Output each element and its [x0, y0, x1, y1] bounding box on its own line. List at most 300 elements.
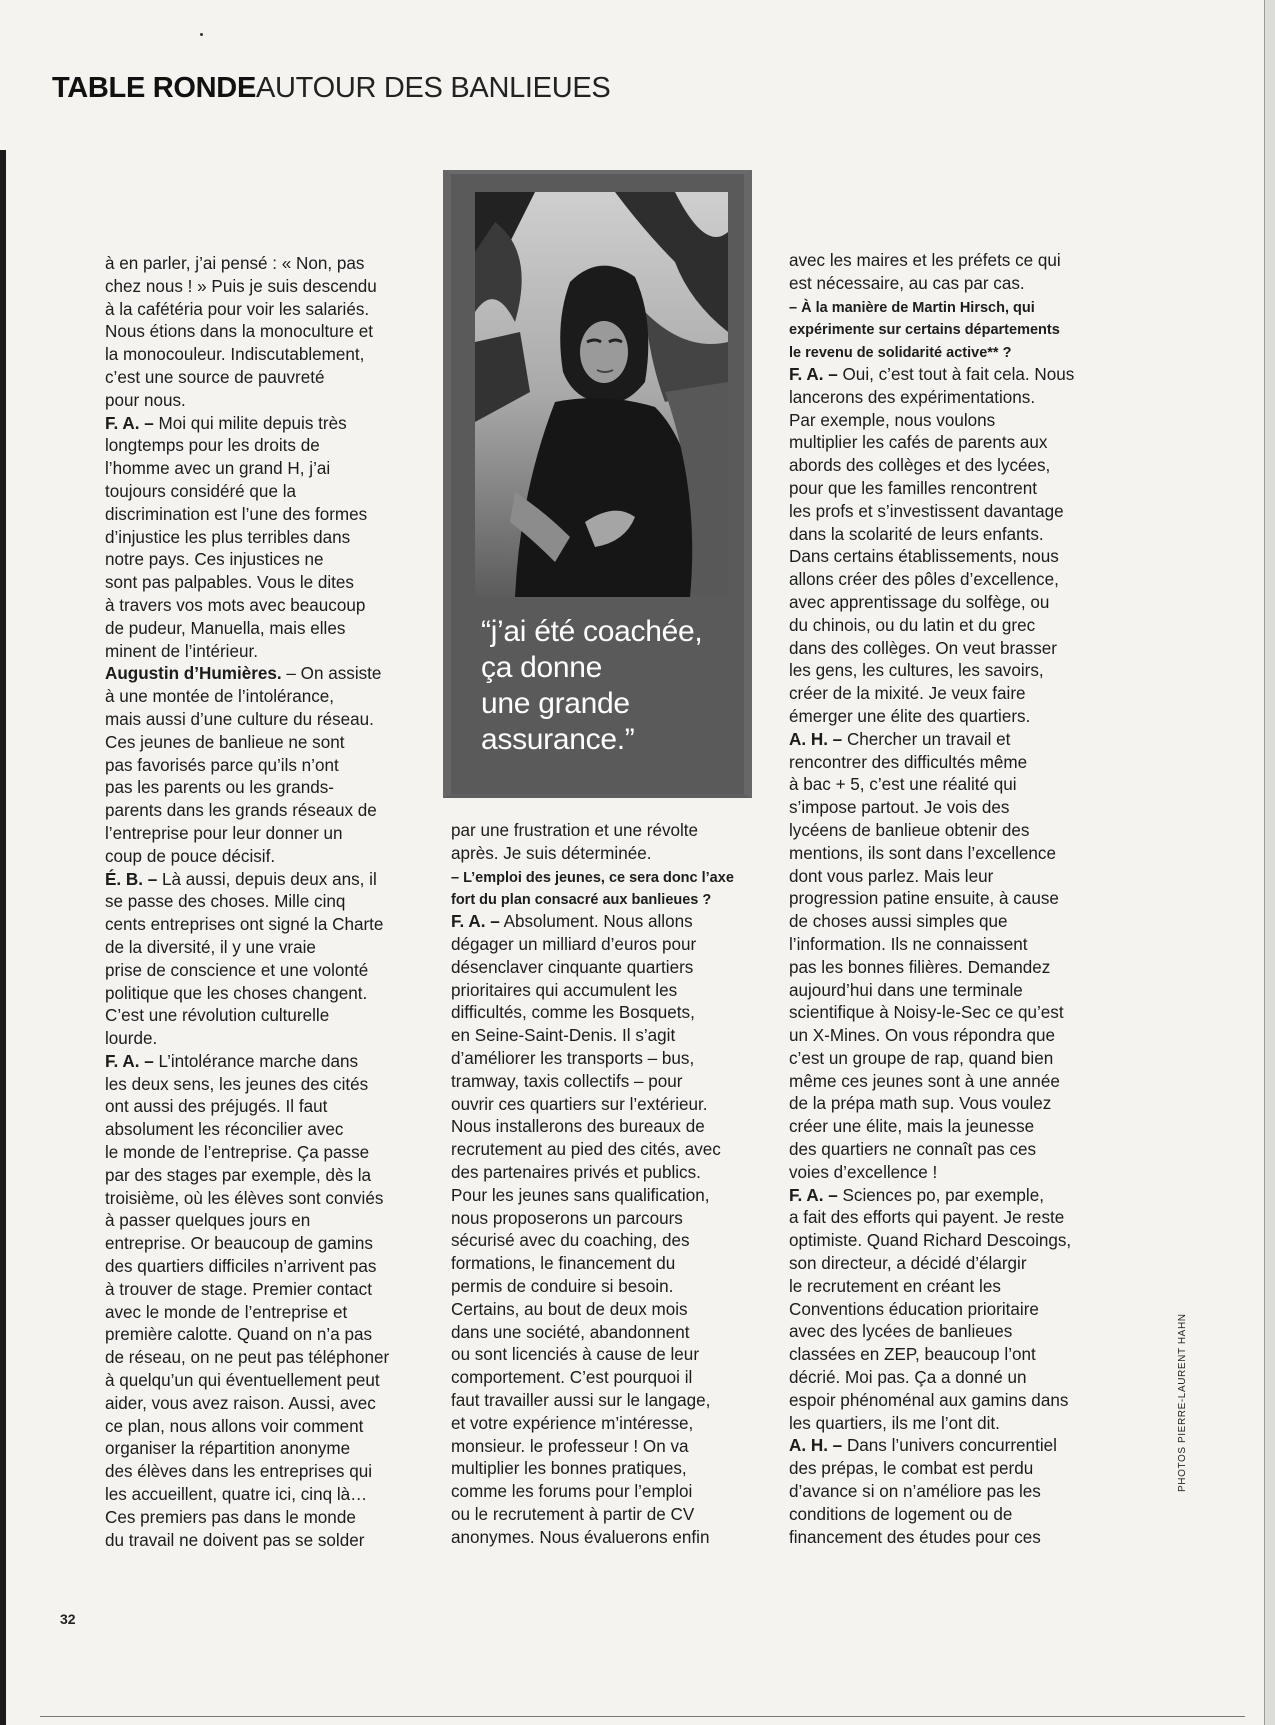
text-line — [789, 1002, 1089, 1025]
text-line — [105, 1051, 405, 1074]
text-line — [789, 934, 1089, 957]
body-text: ont aussi des préjugés. Il faut — [105, 1097, 328, 1117]
body-text: même ces jeunes sont à une année — [789, 1071, 1060, 1091]
text-line — [105, 527, 405, 550]
text-line — [105, 869, 405, 892]
text-line — [789, 501, 1089, 524]
body-text: des prépas, le combat est perdu — [789, 1459, 1034, 1479]
page-edge — [1265, 0, 1275, 1725]
body-text: progression patine ensuite, à cause — [789, 889, 1059, 909]
text-line — [789, 729, 1089, 752]
text-line — [789, 615, 1089, 638]
page-number: 32 — [60, 1611, 76, 1627]
text-line — [105, 1347, 405, 1370]
text-line — [789, 1527, 1089, 1550]
body-text: des quartiers difficiles n’arrivent pas — [105, 1257, 377, 1277]
text-line — [451, 1322, 761, 1345]
body-text: Certains, au bout de deux mois — [451, 1299, 688, 1319]
text-line — [105, 595, 405, 618]
body-text: ou sont licenciés à cause de leur — [451, 1345, 700, 1365]
body-text: avec apprentissage du solfège, ou — [789, 592, 1050, 612]
body-text: multiplier les cafés de parents aux — [789, 433, 1048, 453]
text-line — [105, 1096, 405, 1119]
text-line — [105, 549, 405, 572]
text-line — [105, 344, 405, 367]
body-text: aujourd’hui dans une terminale — [789, 980, 1023, 1000]
text-line — [789, 432, 1089, 455]
body-text: avec des lycées de banlieues — [789, 1322, 1013, 1342]
body-text: d’injustice les plus terribles dans — [105, 527, 351, 547]
text-line — [451, 1230, 761, 1253]
article-column-3 — [789, 250, 1089, 1549]
body-text: par des stages par exemple, dès la — [105, 1165, 372, 1185]
text-line — [451, 888, 761, 911]
body-text: difficultés, comme les Bosquets, — [451, 1003, 695, 1023]
text-line — [105, 1370, 405, 1393]
text-line — [105, 1461, 405, 1484]
body-text: pas les bonnes filières. Demandez — [789, 957, 1051, 977]
body-text: optimiste. Quand Richard Descoings, — [789, 1231, 1072, 1251]
body-text: Nous étions dans la monoculture et — [105, 322, 373, 342]
text-line — [789, 888, 1089, 911]
text-line — [105, 1256, 405, 1279]
body-text: le monde de l’entreprise. Ça passe — [105, 1143, 370, 1163]
section-title: TABLE RONDE — [52, 72, 256, 104]
text-line — [789, 1093, 1089, 1116]
body-text: après. Je suis déterminée. — [451, 843, 652, 863]
text-line — [451, 980, 761, 1003]
body-text: formations, le financement du — [451, 1254, 676, 1274]
interviewer-question: – À la manière de Martin Hirsch, qui — [789, 299, 1035, 316]
body-text: le recrutement en créant les — [789, 1276, 1001, 1296]
text-line — [105, 1302, 405, 1325]
text-line — [105, 413, 405, 436]
speaker-label: F. A. – — [789, 1185, 838, 1205]
body-text: s’impose partout. Je vois des — [789, 798, 1010, 818]
body-text: pas favorisés parce qu’ils n’ont — [105, 755, 339, 775]
body-text: monsieur. le professeur ! On va — [451, 1436, 689, 1456]
body-text: conditions de logement ou de — [789, 1504, 1013, 1524]
text-line — [789, 569, 1089, 592]
text-line — [451, 1344, 761, 1367]
text-line — [789, 706, 1089, 729]
body-text: première calotte. Quand on n’a pas — [105, 1325, 373, 1345]
text-line — [105, 299, 405, 322]
body-text: sont pas palpables. Vous le dites — [105, 573, 354, 593]
body-text: Là aussi, depuis deux ans, il — [157, 869, 377, 889]
text-line — [451, 1048, 761, 1071]
text-line — [105, 686, 405, 709]
body-text: anonymes. Nous évaluerons enfin — [451, 1527, 710, 1547]
body-text: de la prépa math sup. Vous voulez — [789, 1094, 1052, 1114]
text-line — [789, 387, 1089, 410]
text-line — [105, 823, 405, 846]
text-line — [789, 455, 1089, 478]
speaker-label: F. A. – — [105, 413, 154, 433]
text-line — [451, 1504, 761, 1527]
text-line — [789, 364, 1089, 387]
interviewer-question: – L’emploi des jeunes, ce sera donc l’axe — [451, 869, 734, 886]
text-line — [105, 891, 405, 914]
text-line — [451, 1276, 761, 1299]
portrait-photo-illustration — [475, 192, 728, 597]
body-text: abords des collèges et des lycées, — [789, 456, 1051, 476]
page-edge — [0, 150, 6, 1725]
text-line — [105, 572, 405, 595]
body-text: sécurisé avec du coaching, des — [451, 1231, 690, 1251]
body-text: – On assiste — [281, 664, 382, 684]
text-line — [105, 1484, 405, 1507]
text-line — [789, 957, 1089, 980]
text-line — [105, 1119, 405, 1142]
text-line — [451, 1527, 761, 1550]
text-line — [789, 843, 1089, 866]
body-text: tramway, taxis collectifs – pour — [451, 1071, 683, 1091]
text-line — [105, 367, 405, 390]
text-line — [451, 1458, 761, 1481]
text-line — [105, 914, 405, 937]
text-line — [105, 481, 405, 504]
body-text: son directeur, a décidé d’élargir — [789, 1254, 1027, 1274]
text-line — [789, 1139, 1089, 1162]
text-line — [789, 752, 1089, 775]
text-line — [451, 1071, 761, 1094]
body-text: Pour les jeunes sans qualification, — [451, 1185, 710, 1205]
text-line — [451, 934, 761, 957]
body-text: aider, vous avez raison. Aussi, avec — [105, 1393, 376, 1413]
body-text: financement des études pour ces — [789, 1527, 1041, 1547]
text-line — [451, 1436, 761, 1459]
photo-panel — [443, 170, 752, 798]
body-text: parents dans les grands réseaux de — [105, 801, 377, 821]
text-line — [789, 660, 1089, 683]
text-line — [789, 524, 1089, 547]
body-text: ou le recrutement à partir de CV — [451, 1504, 695, 1524]
body-text: l’entreprise pour leur donner un — [105, 823, 343, 843]
body-text: entreprise. Or beaucoup de gamins — [105, 1234, 373, 1254]
text-line — [105, 663, 405, 686]
text-line — [105, 390, 405, 413]
body-text: troisième, où les élèves sont conviés — [105, 1188, 384, 1208]
text-line — [789, 546, 1089, 569]
text-line — [789, 1344, 1089, 1367]
text-line — [789, 1413, 1089, 1436]
body-text: comportement. C’est pourquoi il — [451, 1368, 693, 1388]
article-column-1 — [105, 253, 405, 1552]
body-text: Sciences po, par exemple, — [837, 1185, 1044, 1205]
body-text: est nécessaire, au cas par cas. — [789, 273, 1025, 293]
body-text: à travers vos mots avec beaucoup — [105, 595, 366, 615]
text-line — [451, 1116, 761, 1139]
body-text: émerger une élite des quartiers. — [789, 706, 1031, 726]
text-line — [105, 1507, 405, 1530]
body-text: de choses aussi simples que — [789, 912, 1008, 932]
body-text: discrimination est l’une des formes — [105, 504, 368, 524]
speaker-label: F. A. – — [789, 364, 838, 384]
text-line — [451, 866, 761, 889]
pull-quote-line: assurance.” — [481, 723, 635, 756]
body-text: à trouver de stage. Premier contact — [105, 1279, 372, 1299]
pull-quote-line: ça donne — [481, 651, 603, 684]
body-text: mentions, ils sont dans l’excellence — [789, 843, 1056, 863]
text-line — [105, 1142, 405, 1165]
body-text: allons créer des pôles d’excellence, — [789, 570, 1059, 590]
text-line — [789, 1321, 1089, 1344]
body-text: Ces jeunes de banlieue ne sont — [105, 732, 345, 752]
text-line — [105, 276, 405, 299]
body-text: avec les maires et les préfets ce qui — [789, 251, 1061, 270]
body-text: espoir phénoménal aux gamins dans — [789, 1390, 1069, 1410]
text-line — [451, 1094, 761, 1117]
body-text: lycéens de banlieue obtenir des — [789, 820, 1030, 840]
body-text: mais aussi d’une culture du réseau. — [105, 709, 374, 729]
body-text: avec le monde de l’entreprise et — [105, 1302, 348, 1322]
portrait-photo — [475, 192, 728, 597]
body-text: organiser la répartition anonyme — [105, 1439, 351, 1459]
body-text: Nous installerons des bureaux de — [451, 1117, 705, 1137]
body-text: scientifique à Noisy-le-Sec ce qu’est — [789, 1003, 1064, 1023]
pull-quote-line: une grande — [481, 687, 630, 720]
text-line — [105, 253, 405, 276]
body-text: c’est une source de pauvreté — [105, 367, 325, 387]
text-line — [105, 800, 405, 823]
text-line — [789, 1185, 1089, 1208]
body-text: les accueillent, quatre ici, cinq là… — [105, 1485, 368, 1505]
speck — [200, 33, 203, 36]
speaker-label: É. B. – — [105, 869, 158, 889]
text-line — [789, 341, 1089, 364]
body-text: et votre expérience m’intéresse, — [451, 1413, 694, 1433]
body-text: les deux sens, les jeunes des cités — [105, 1074, 369, 1094]
text-line — [789, 1071, 1089, 1094]
body-text: lancerons des expérimentations. — [789, 387, 1036, 407]
text-line — [789, 1390, 1089, 1413]
body-text: un X-Mines. On vous répondra que — [789, 1026, 1056, 1046]
page-bottom-rule — [40, 1716, 1245, 1717]
speaker-label: Augustin d’Humières. — [105, 664, 282, 684]
article-column-2 — [451, 820, 761, 1550]
text-line — [451, 1367, 761, 1390]
body-text: pour nous. — [105, 390, 186, 410]
body-text: toujours considéré que la — [105, 481, 297, 501]
text-line — [789, 1048, 1089, 1071]
speaker-label: A. H. – — [789, 729, 843, 749]
text-line — [105, 755, 405, 778]
text-line — [451, 1390, 761, 1413]
body-text: des quartiers ne connaît pas ces — [789, 1140, 1037, 1160]
body-text: recrutement au pied des cités, avec — [451, 1140, 721, 1160]
body-text: des partenaires privés et publics. — [451, 1162, 701, 1182]
body-text: politique que les choses changent. — [105, 983, 368, 1003]
text-line — [105, 1530, 405, 1553]
body-text: dont vous parlez. Mais leur — [789, 866, 994, 886]
body-text: Dans l’univers concurrentiel — [842, 1436, 1057, 1456]
body-text: Chercher un travail et — [842, 729, 1011, 749]
text-line — [789, 820, 1089, 843]
body-text: d’avance si on n’améliore pas les — [789, 1482, 1041, 1502]
body-text: de réseau, on ne peut pas téléphoner — [105, 1348, 390, 1368]
text-line — [105, 960, 405, 983]
body-text: décrié. Moi pas. Ça a donné un — [789, 1368, 1027, 1388]
speaker-label: A. H. – — [789, 1436, 843, 1456]
text-line — [789, 296, 1089, 319]
text-line — [789, 1435, 1089, 1458]
text-line — [789, 1367, 1089, 1390]
text-line — [105, 1393, 405, 1416]
text-line — [789, 1116, 1089, 1139]
text-line — [451, 1299, 761, 1322]
body-text: dans des collèges. On veut brasser — [789, 638, 1057, 658]
photo-credit: PHOTOS PIERRE-LAURENT HAHN — [1177, 1313, 1188, 1492]
body-text: Moi qui milite depuis très — [153, 413, 347, 433]
text-line — [105, 1188, 405, 1211]
body-text: c’est un groupe de rap, quand bien — [789, 1048, 1054, 1068]
body-text: lourde. — [105, 1029, 158, 1049]
text-line — [789, 911, 1089, 934]
section-header — [52, 72, 610, 105]
text-line — [105, 777, 405, 800]
text-line — [789, 250, 1089, 273]
text-line — [105, 458, 405, 481]
text-line — [105, 1233, 405, 1256]
text-line — [105, 321, 405, 344]
speaker-label: F. A. – — [451, 912, 500, 932]
body-text: du chinois, ou du latin et du grec — [789, 615, 1036, 635]
body-text: les gens, les cultures, les savoirs, — [789, 661, 1044, 681]
body-text: de pudeur, Manuella, mais elles — [105, 618, 346, 638]
text-line — [789, 1299, 1089, 1322]
body-text: à une montée de l’intolérance, — [105, 687, 335, 707]
text-line — [789, 797, 1089, 820]
body-text: longtemps pour les droits de — [105, 436, 320, 456]
body-text: rencontrer des difficultés même — [789, 752, 1028, 772]
body-text: créer une élite, mais la jeunesse — [789, 1117, 1035, 1137]
text-line — [451, 1139, 761, 1162]
body-text: Oui, c’est tout à fait cela. Nous — [837, 364, 1075, 384]
body-text: en Seine-Saint-Denis. Il s’agit — [451, 1026, 676, 1046]
body-text: prioritaires qui accumulent les — [451, 980, 678, 1000]
body-text: l’homme avec un grand H, j’ai — [105, 459, 331, 479]
body-text: chez nous ! » Puis je suis descendu — [105, 276, 377, 296]
text-line — [789, 638, 1089, 661]
body-text: dégager un milliard d’euros pour — [451, 934, 697, 954]
body-text: dans une société, abandonnent — [451, 1322, 690, 1342]
text-line — [105, 1210, 405, 1233]
body-text: minent de l’intérieur. — [105, 641, 258, 661]
text-line — [789, 592, 1089, 615]
body-text: cents entreprises ont signé la Charte — [105, 915, 384, 935]
body-text: nous proposerons un parcours — [451, 1208, 683, 1228]
body-text: Ces premiers pas dans le monde — [105, 1507, 356, 1527]
body-text: Conventions éducation prioritaire — [789, 1299, 1039, 1319]
text-line — [105, 1324, 405, 1347]
body-text: les quartiers, ils me l’ont dit. — [789, 1413, 1000, 1433]
text-line — [789, 1253, 1089, 1276]
body-text: à la cafétéria pour voir les salariés. — [105, 299, 370, 319]
text-line — [451, 843, 761, 866]
body-text: coup de pouce décisif. — [105, 846, 276, 866]
speaker-label: F. A. – — [105, 1051, 154, 1071]
body-text: à passer quelques jours en — [105, 1211, 311, 1231]
body-text: C’est une révolution culturelle — [105, 1006, 330, 1026]
text-line — [789, 1207, 1089, 1230]
text-line — [105, 1165, 405, 1188]
body-text: créer de la mixité. Je veux faire — [789, 684, 1026, 704]
text-line — [451, 1481, 761, 1504]
text-line — [451, 1208, 761, 1231]
text-line — [105, 1279, 405, 1302]
text-line — [105, 983, 405, 1006]
text-line — [451, 1185, 761, 1208]
text-line — [789, 1162, 1089, 1185]
body-text: L’intolérance marche dans — [153, 1051, 359, 1071]
body-text: multiplier les bonnes pratiques, — [451, 1459, 687, 1479]
body-text: à quelqu’un qui éventuellement peut — [105, 1371, 380, 1391]
body-text: du travail ne doivent pas se solder — [105, 1530, 365, 1550]
text-line — [105, 846, 405, 869]
text-line — [789, 1481, 1089, 1504]
text-line — [451, 820, 761, 843]
text-line — [451, 957, 761, 980]
text-line — [451, 1162, 761, 1185]
body-text: Absolument. Nous allons — [499, 912, 693, 932]
body-text: voies d’excellence ! — [789, 1162, 938, 1182]
body-text: pas les parents ou les grands- — [105, 778, 334, 798]
body-text: Dans certains établissements, nous — [789, 547, 1059, 567]
body-text: comme les forums pour l’emploi — [451, 1482, 693, 1502]
text-line — [105, 1416, 405, 1439]
body-text: se passe des choses. Mille cinq — [105, 892, 346, 912]
body-text: de la diversité, il y une vraie — [105, 937, 316, 957]
text-line — [105, 504, 405, 527]
body-text: faut travailler aussi sur le langage, — [451, 1390, 711, 1410]
text-line — [105, 709, 405, 732]
body-text: a fait des efforts qui payent. Je reste — [789, 1208, 1065, 1228]
text-line — [789, 683, 1089, 706]
pull-quote — [481, 614, 702, 758]
body-text: prise de conscience et une volonté — [105, 960, 369, 980]
body-text: notre pays. Ces injustices ne — [105, 550, 324, 570]
text-line — [789, 1025, 1089, 1048]
interviewer-question: le revenu de solidarité active** ? — [789, 345, 1012, 362]
body-text: ouvrir ces quartiers sur l’extérieur. — [451, 1094, 708, 1114]
text-line — [105, 732, 405, 755]
text-line — [789, 410, 1089, 433]
text-line — [789, 980, 1089, 1003]
body-text: les profs et s’investissent davantage — [789, 501, 1064, 521]
text-line — [451, 1002, 761, 1025]
text-line — [789, 866, 1089, 889]
text-line — [789, 774, 1089, 797]
text-line — [105, 618, 405, 641]
body-text: classées en ZEP, beaucoup l’ont — [789, 1345, 1036, 1365]
text-line — [789, 1230, 1089, 1253]
text-line — [451, 911, 761, 934]
text-line — [789, 1276, 1089, 1299]
body-text: l’information. Ils ne connaissent — [789, 934, 1028, 954]
text-line — [789, 1458, 1089, 1481]
text-line — [789, 1504, 1089, 1527]
body-text: ce plan, nous allons voir comment — [105, 1416, 364, 1436]
text-line — [105, 435, 405, 458]
body-text: désenclaver cinquante quartiers — [451, 957, 694, 977]
interviewer-question: fort du plan consacré aux banlieues ? — [451, 892, 712, 909]
page-edge — [1264, 0, 1265, 1725]
text-line — [105, 937, 405, 960]
body-text: à bac + 5, c’est une réalité qui — [789, 775, 1017, 795]
text-line — [789, 273, 1089, 296]
body-text: la monocouleur. Indiscutablement, — [105, 345, 365, 365]
